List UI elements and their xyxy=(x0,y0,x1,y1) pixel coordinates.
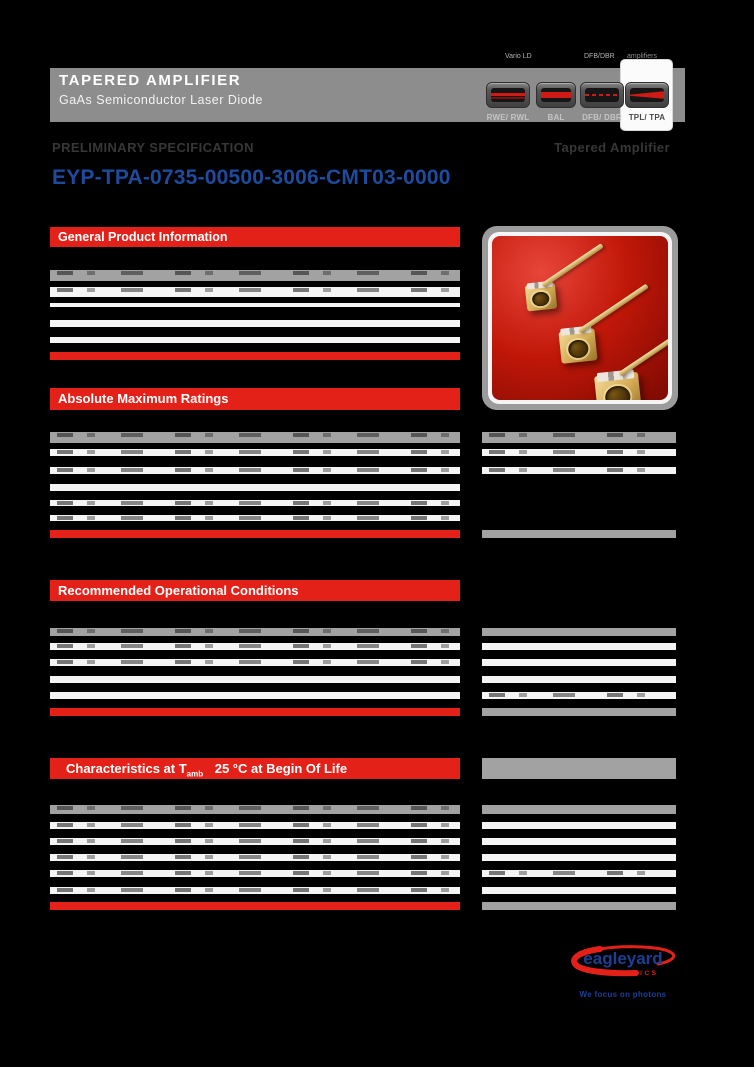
table-row xyxy=(50,692,460,699)
sidebar-row xyxy=(482,854,676,861)
product-family-label: Tapered Amplifier xyxy=(554,140,670,155)
section-header-characteristics: Characteristics at $T_{amb}$ 25 °C at Begin Of Life xyxy=(50,758,460,779)
sidebar-header-row xyxy=(482,432,676,443)
logo-subtext: PHOTONICS xyxy=(597,970,659,977)
ridge-waveguide-laser-icon xyxy=(486,82,530,108)
photo-background xyxy=(492,236,668,400)
status-label: PRELIMINARY SPECIFICATION xyxy=(52,140,254,155)
part-number: EYP-TPA-0735-00500-3006-CMT03-0000 xyxy=(52,166,451,189)
broad-area-laser-icon xyxy=(536,82,576,108)
tab-label: TPL/ TPA xyxy=(628,113,666,122)
tab-label: RWE/ RWL xyxy=(486,113,530,122)
table-row xyxy=(50,515,460,521)
section-header-operational: Recommended Operational Conditions xyxy=(50,580,460,601)
table-header-row xyxy=(50,432,460,443)
product-photo xyxy=(482,226,678,410)
table-row xyxy=(50,449,460,456)
sidebar-row xyxy=(482,822,676,829)
laser-diode-chip xyxy=(594,372,642,400)
table-row xyxy=(50,822,460,829)
table-row xyxy=(50,676,460,683)
page-title: TAPERED AMPLIFIER xyxy=(59,72,242,89)
section-header-max-ratings: Absolute Maximum Ratings xyxy=(50,388,460,410)
tab-caption: DFB/DBR xyxy=(584,53,615,60)
table-footer-bar xyxy=(50,708,460,716)
sidebar-row xyxy=(482,870,676,877)
tab-caption: Vario LD xyxy=(505,53,532,60)
tapered-laser-icon xyxy=(625,82,669,108)
table-row xyxy=(50,484,460,491)
laser-diode-chip xyxy=(558,328,597,364)
table-row xyxy=(50,887,460,894)
logo-tagline: We focus on photons xyxy=(579,990,667,999)
table-row xyxy=(50,854,460,861)
table-row xyxy=(50,659,460,666)
logo-swoosh xyxy=(566,942,680,984)
dfb-dbr-laser-icon xyxy=(580,82,624,108)
table-row xyxy=(50,870,460,877)
sidebar-row xyxy=(482,838,676,845)
table-row xyxy=(50,287,460,297)
tab-tpl-tpa[interactable] xyxy=(625,82,669,122)
page-subtitle: GaAs Semiconductor Laser Diode xyxy=(59,93,263,107)
table-row xyxy=(50,303,460,307)
sidebar-row xyxy=(482,467,676,474)
table-row xyxy=(50,838,460,845)
table-row xyxy=(50,270,460,281)
tab-caption: amplifiers xyxy=(627,53,657,60)
sidebar-header-bar xyxy=(482,758,676,779)
table-footer-bar xyxy=(50,902,460,910)
photo-frame xyxy=(488,232,672,404)
sidebar-header-row xyxy=(482,805,676,814)
table-row xyxy=(50,467,460,474)
tab-dfb-dbr[interactable] xyxy=(580,82,624,122)
sidebar-row xyxy=(482,692,676,699)
sidebar-row xyxy=(482,643,676,650)
sidebar-header-row xyxy=(482,628,676,636)
table-row xyxy=(50,500,460,506)
sidebar-row xyxy=(482,449,676,456)
sidebar-footer-bar xyxy=(482,902,676,910)
sidebar-footer-bar xyxy=(482,530,676,538)
tab-rwe-rwl[interactable] xyxy=(486,82,530,122)
tab-label: BAL xyxy=(547,113,565,122)
logo-wordmark: eagleyard xyxy=(583,949,663,968)
tab-bal[interactable] xyxy=(536,82,576,122)
tab-label: DFB/ DBR xyxy=(582,113,622,122)
company-logo xyxy=(566,942,680,999)
sidebar-row xyxy=(482,887,676,894)
laser-diode-chip xyxy=(525,283,558,312)
table-header-row xyxy=(50,805,460,814)
table-row xyxy=(50,320,460,327)
sidebar-row xyxy=(482,659,676,666)
sidebar-footer-bar xyxy=(482,708,676,716)
sidebar-row xyxy=(482,676,676,683)
table-row xyxy=(50,337,460,343)
table-footer-bar xyxy=(50,352,460,360)
section-header-general: General Product Information xyxy=(50,227,460,247)
table-footer-bar xyxy=(50,530,460,538)
table-header-row xyxy=(50,628,460,636)
table-row xyxy=(50,643,460,650)
